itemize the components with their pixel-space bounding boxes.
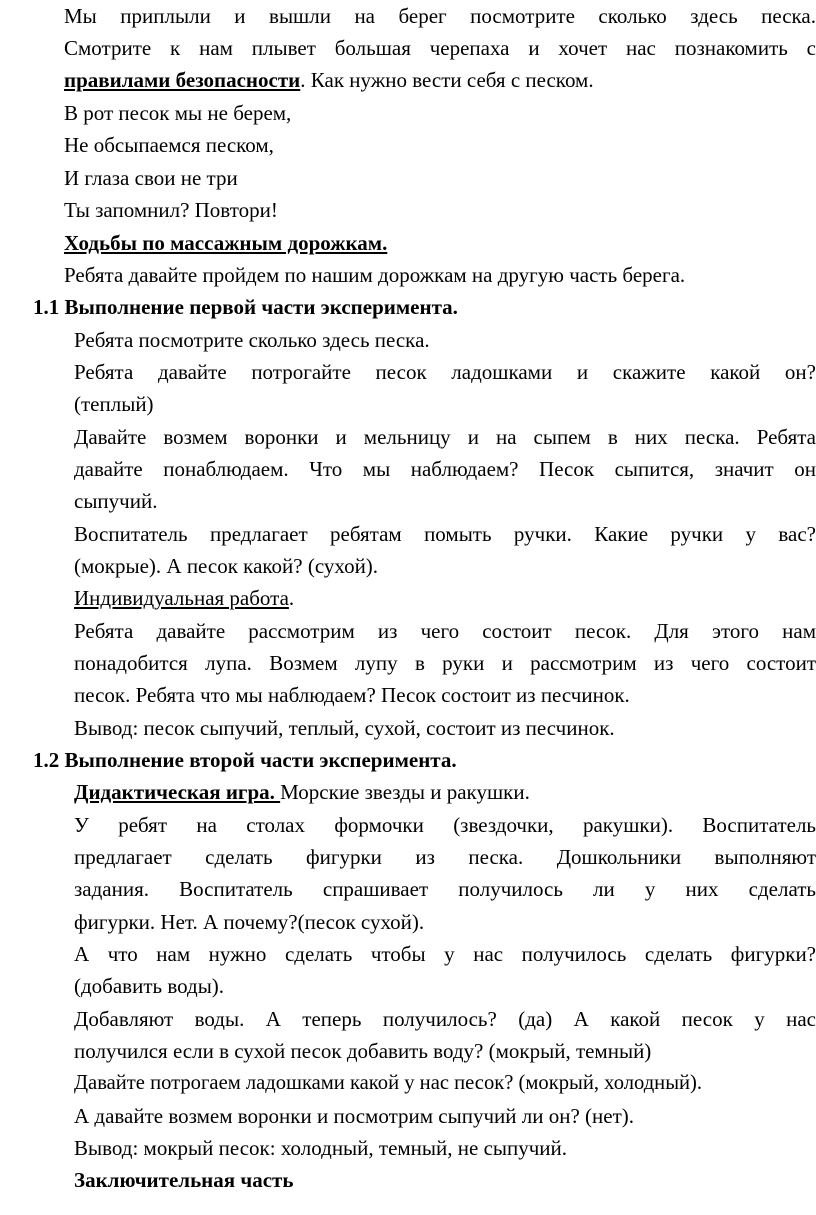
poem-line: И глаза свои не три (64, 166, 238, 190)
paragraph-line: Ребята давайте пройдем по нашим дорожкам на другую часть берега. (64, 263, 686, 287)
safety-rules-emphasis: правилами безопасности (64, 68, 301, 92)
paragraph-line: сыпучий. (74, 489, 158, 513)
paragraph-line: У ребят на столах формочки (звездочки, ракушки). Воспитатель (74, 813, 816, 837)
paragraph-line: получился если в сухой песок добавить воду? (мокрый, темный) (74, 1039, 652, 1063)
paragraph-line (74, 582, 294, 615)
paragraph-line: Ребята посмотрите сколько здесь песка. (74, 328, 430, 352)
paragraph-line: Мы приплыли и вышли на берег посмотрите сколько здесь песка. (64, 4, 816, 28)
paragraph-line: (мокрые). А песок какой? (сухой). (74, 554, 379, 578)
section-subheading: Ходьбы по массажным дорожкам. (64, 231, 388, 255)
line-text: . (288, 586, 295, 610)
poem-line: В рот песок мы не берем, (64, 101, 292, 125)
paragraph-line: Давайте потрогаем ладошками какой у нас песок? (мокрый, холодный). (74, 1072, 703, 1094)
paragraph-line: песок. Ребята что мы наблюдаем? Песок состоит из песчинок. (74, 683, 630, 707)
final-part-heading: Заключительная часть (74, 1168, 294, 1192)
poem-line: Не обсыпаемся песком, (64, 133, 274, 157)
paragraph-line: задания. Воспитатель спрашивает получилось ли у них сделать (74, 877, 816, 901)
paragraph-line: (теплый) (74, 392, 154, 416)
paragraph-line: Смотрите к нам плывет большая черепаха и хочет нас познакомить с (64, 36, 816, 60)
section-heading: 1.1 Выполнение первой части эксперимента. (33, 295, 458, 319)
paragraph-line (64, 64, 594, 97)
paragraph-line: Добавляют воды. А теперь получилось? (да) А какой песок у нас (74, 1007, 816, 1031)
individual-work-label: Индивидуальная работа (74, 586, 289, 610)
conclusion-line: Вывод: мокрый песок: холодный, темный, не сыпучий. (74, 1136, 568, 1160)
poem-line: Ты запомнил? Повтори! (64, 198, 278, 222)
conclusion-line: Вывод: песок сыпучий, теплый, сухой, состоит из песчинок. (74, 716, 615, 740)
section-heading: 1.2 Выполнение второй части эксперимента. (33, 748, 457, 772)
paragraph-line: А что нам нужно сделать чтобы у нас получилось сделать фигурки? (74, 942, 816, 966)
paragraph-line: Ребята давайте потрогайте песок ладошками и скажите какой он? (74, 360, 816, 384)
paragraph-line: Давайте возмем воронки и мельницу и на сыпем в них песка. Ребята (74, 425, 816, 449)
paragraph-line: предлагает сделать фигурки из песка. Дошкольники выполняют (74, 845, 816, 869)
paragraph-line: Ребята давайте рассмотрим из чего состоит песок. Для этого нам (74, 619, 816, 643)
didactic-game-label: Дидактическая игра. (74, 780, 281, 804)
paragraph-line: Воспитатель предлагает ребятам помыть ручки. Какие ручки у вас? (74, 522, 816, 546)
line-text: . Как нужно вести себя с песком. (300, 68, 594, 92)
line-text: Морские звезды и ракушки. (280, 780, 530, 804)
paragraph-line: понадобится лупа. Возмем лупу в руки и рассмотрим из чего состоит (74, 651, 816, 675)
paragraph-line: (добавить воды). (74, 974, 225, 998)
paragraph-line: давайте понаблюдаем. Что мы наблюдаем? Песок сыпится, значит он (74, 457, 816, 481)
paragraph-line (74, 776, 530, 809)
paragraph-line: фигурки. Нет. А почему?(песок сухой). (74, 910, 425, 934)
paragraph-line: А давайте возмем воронки и посмотрим сыпучий ли он? (нет). (74, 1104, 634, 1128)
